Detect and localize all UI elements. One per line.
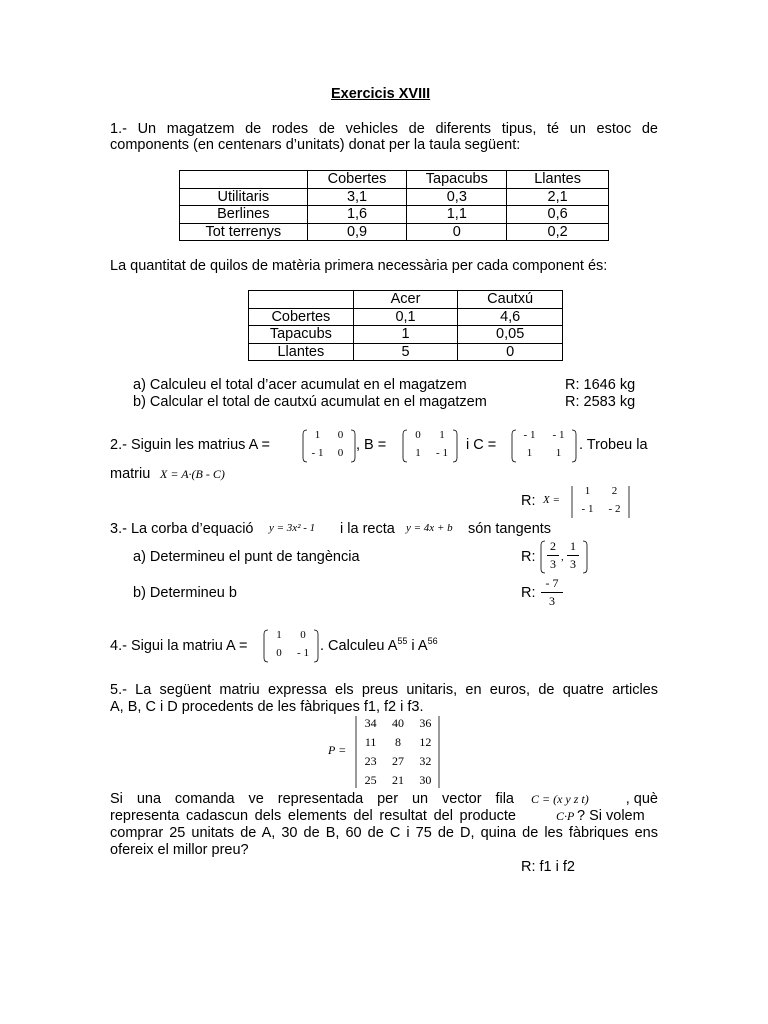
- fraction-numerator: 1: [570, 539, 576, 553]
- ex1-line1: 1.- Un magatzem de rodes de vehicles de diferents tipus, té un estoc de: [110, 121, 658, 137]
- matrix-entry: 40: [391, 716, 404, 730]
- ex4-end-text: . Calculeu A: [320, 638, 398, 654]
- matrix-entry: 1: [439, 429, 445, 441]
- exponent-56: 56: [427, 636, 438, 647]
- ex5-line6: ofereix el millor preu?: [110, 842, 249, 858]
- matrix-c: [515, 429, 573, 459]
- table-row: [249, 343, 563, 361]
- matrix-entry: 0: [276, 647, 282, 659]
- matrix-entry: - 1: [311, 447, 324, 459]
- matrix-entry: - 2: [608, 503, 621, 515]
- table-cell: 1,1: [407, 206, 507, 224]
- ex5-line3b: , què: [625, 791, 658, 807]
- ex1-mid-text: La quantitat de quilos de matèria primera necessària per cada component és:: [110, 258, 608, 274]
- table-header-cell: Llantes: [507, 171, 609, 189]
- ex4-matrix: [267, 629, 315, 659]
- table-cell: 2,1: [507, 188, 609, 206]
- matrix-entry: - 1: [581, 503, 594, 515]
- matrix-entry: 0: [337, 429, 344, 441]
- matrix-entry: 2: [611, 485, 618, 497]
- table-cell: 0,6: [507, 206, 609, 224]
- table-row: [180, 188, 609, 206]
- matrix-entry: 1: [314, 429, 321, 441]
- ex2-answer-lhs: X =: [543, 494, 560, 506]
- ex2-c-eq: i C =: [466, 437, 497, 453]
- comma: ,: [561, 551, 564, 563]
- ex4-and-text: i A: [407, 638, 428, 654]
- table-cell: Llantes: [249, 343, 354, 361]
- ex2-formula: X = A·(B - C): [160, 467, 225, 481]
- table-row: [249, 326, 563, 344]
- table-header-row: [180, 171, 609, 189]
- table-cell: 0: [407, 223, 507, 241]
- ex1-line2: components (en centenars d’unitats) donat per la taula següent:: [110, 137, 521, 153]
- ex3-curve: y = 3x² - 1: [269, 522, 316, 534]
- matrix-entry: 30: [419, 773, 432, 787]
- ex2-end: . Trobeu la: [579, 437, 648, 453]
- matrix-entry: 1: [555, 447, 562, 459]
- ex3-line: y = 4x + b: [406, 522, 453, 534]
- matrix-a: [306, 429, 352, 459]
- ex5-product: C·P: [556, 809, 575, 823]
- matrix-entry: 0: [337, 447, 344, 459]
- fraction-denominator: 3: [549, 594, 555, 608]
- ex5-line2: A, B, C i D procedents de les fàbriques f1, f2 i f3.: [110, 699, 424, 715]
- stock-table: [179, 170, 609, 241]
- exponent-55: 55: [397, 636, 408, 647]
- table-cell: Berlines: [180, 206, 308, 224]
- ex5-line1: 5.- La següent matriu expressa els preus unitaris, en euros, de quatre articles: [110, 682, 658, 698]
- table-cell: 0,3: [407, 188, 507, 206]
- matrix-entry: 23: [364, 754, 377, 768]
- ex2-line2: matriu: [110, 466, 151, 482]
- matrix-entry: 8: [394, 735, 401, 749]
- fraction-denominator: 3: [570, 557, 576, 571]
- answer-matrix: [574, 485, 628, 515]
- matrix-entry: 1: [276, 629, 282, 641]
- matrix-entry: 1: [584, 485, 591, 497]
- table-cell: Tapacubs: [249, 326, 354, 344]
- table-row: [249, 308, 563, 326]
- ex5-line5: comprar 25 unitats de A, 30 de B, 60 de C i 75 de D, quina de les fàbriques ens: [110, 825, 658, 841]
- table-header-cell: [180, 171, 308, 189]
- ex5-line4a: representa cadascun dels elements del resultat del producte: [110, 808, 516, 824]
- ex3-question-b: b) Determineu b: [133, 585, 237, 601]
- matrix-entry: - 1: [297, 647, 309, 659]
- table-header-cell: Tapacubs: [407, 171, 507, 189]
- matrix-entry: 32: [419, 754, 432, 768]
- ex5-vector: C = (x y z t): [531, 792, 589, 806]
- table-header-cell: Cobertes: [307, 171, 407, 189]
- ex3-question-a: a) Determineu el punt de tangència: [133, 549, 360, 565]
- table-row: [180, 206, 609, 224]
- matrix-entry: 11: [364, 735, 377, 749]
- ex3-end: són tangents: [468, 521, 552, 537]
- price-matrix: [357, 716, 439, 788]
- fraction-numerator: - 7: [545, 576, 559, 590]
- table-cell: Cobertes: [249, 308, 354, 326]
- table-header-cell: Cautxú: [458, 291, 563, 309]
- table-header-cell: Acer: [353, 291, 458, 309]
- matrix-entry: 1: [526, 447, 533, 459]
- matrix-entry: 36: [419, 716, 432, 730]
- ex5-line4b: ? Si volem: [577, 808, 645, 824]
- matrix-entry: 12: [419, 735, 432, 749]
- matrix-entry: 25: [364, 773, 377, 787]
- table-row: [180, 223, 609, 241]
- ex2-b-eq: , B =: [356, 437, 387, 453]
- matrix-entry: - 1: [552, 429, 565, 441]
- matrix-entry: 27: [391, 754, 404, 768]
- table-cell: 5: [353, 343, 458, 361]
- ex4-start: 4.- Sigui la matriu A =: [110, 638, 248, 654]
- matrix-entry: 0: [415, 429, 421, 441]
- fraction-denominator: 3: [550, 557, 556, 571]
- ex5-answer: R: f1 i f2: [521, 859, 575, 875]
- matrix-entry: 0: [300, 629, 306, 641]
- page-title: Exercicis XVIII: [331, 86, 431, 102]
- ex5-line3a: Si una comanda ve representada per un vector fila: [110, 791, 514, 807]
- ex2-answer-prefix: R:: [521, 493, 536, 509]
- fraction-x: [547, 539, 559, 572]
- table-cell: 1: [353, 326, 458, 344]
- ex2-start: 2.- Siguin les matrius A =: [110, 437, 270, 453]
- matrix-entry: 34: [364, 716, 377, 730]
- matrix-entry: 1: [415, 447, 421, 459]
- fraction-numerator: 2: [550, 539, 556, 553]
- table-cell: 3,1: [307, 188, 407, 206]
- table-header-cell: [249, 291, 354, 309]
- matrix-entry: - 1: [523, 429, 536, 441]
- ex3-start: 3.- La corba d’equació: [110, 521, 254, 537]
- table-header-row: [249, 291, 563, 309]
- table-cell: 0,2: [507, 223, 609, 241]
- matrix-b: [406, 429, 454, 459]
- ex1-answer-b: R: 2583 kg: [565, 394, 636, 410]
- matrix-entry: 21: [391, 773, 404, 787]
- ex3-answer-b-prefix: R:: [521, 585, 536, 601]
- table-cell: 4,6: [458, 308, 563, 326]
- material-table: [248, 290, 563, 361]
- ex1-question-b: b) Calcular el total de cautxú acumulat en el magatzem: [133, 394, 487, 410]
- fraction-b: [541, 576, 563, 609]
- ex3-answer-a-prefix: R:: [521, 549, 536, 565]
- fraction-y: [567, 539, 579, 572]
- ex3-mid: i la recta: [340, 521, 395, 537]
- table-cell: 1,6: [307, 206, 407, 224]
- table-cell: Tot terrenys: [180, 223, 308, 241]
- table-cell: Utilitaris: [180, 188, 308, 206]
- ex1-question-a: a) Calculeu el total d’acer acumulat en el magatzem: [133, 377, 467, 393]
- ex4-end: [320, 638, 438, 654]
- ex5-matrix-label: P =: [328, 743, 347, 757]
- ex1-answer-a: R: 1646 kg: [565, 377, 636, 393]
- table-cell: 0,05: [458, 326, 563, 344]
- table-cell: 0,1: [353, 308, 458, 326]
- table-cell: 0,9: [307, 223, 407, 241]
- matrix-entry: - 1: [436, 447, 448, 459]
- table-cell: 0: [458, 343, 563, 361]
